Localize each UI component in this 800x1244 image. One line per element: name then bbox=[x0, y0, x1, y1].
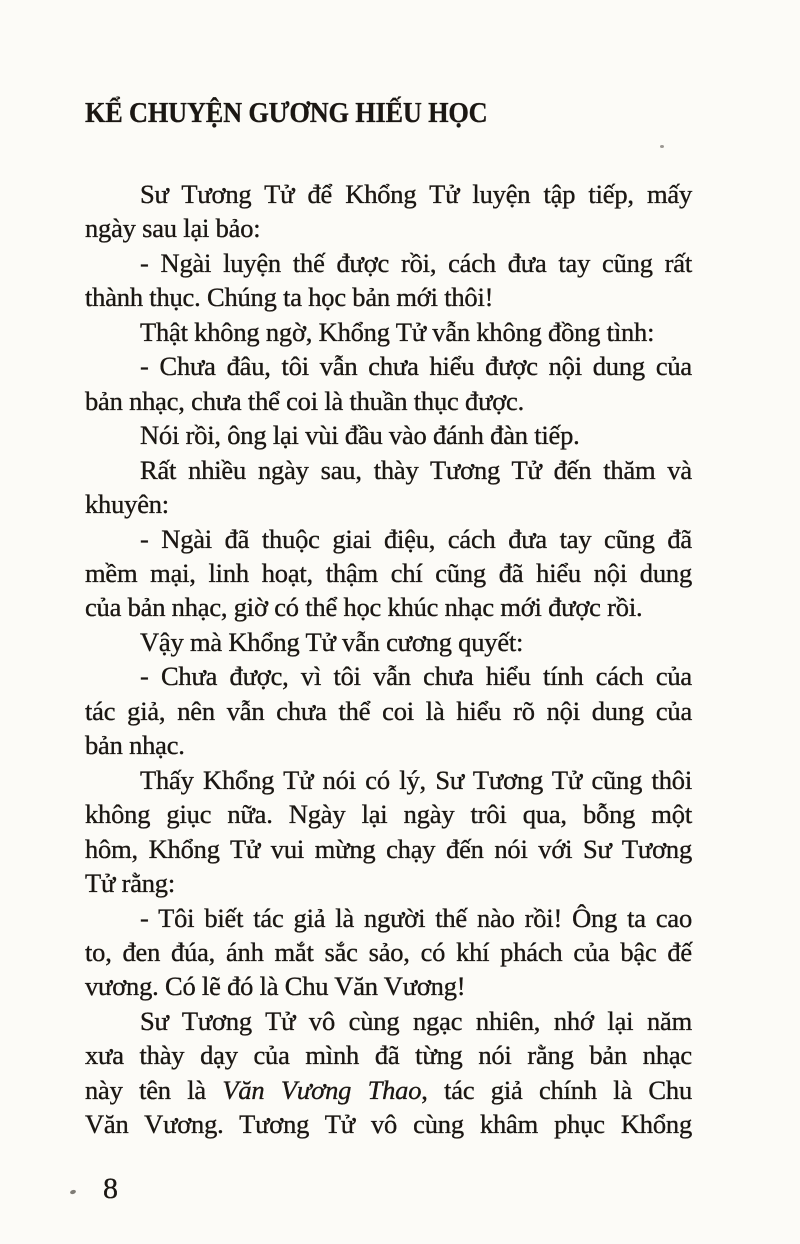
body-text-segment: không giục nữa. Ngày lại ngày trôi qua, bỗng một bbox=[85, 799, 692, 830]
body-text-segment: Rất nhiều ngày sau, thày Tương Tử đến thăm và bbox=[140, 454, 692, 485]
body-text-segment: Nói rồi, ông lại vùi đầu vào đánh đàn tiếp. bbox=[140, 420, 580, 451]
body-text-segment: - Ngài luyện thế được rồi, cách đưa tay cũng rất bbox=[140, 247, 692, 278]
body-line bbox=[85, 797, 692, 831]
body-text-segment: thành thục. Chúng ta học bản mới thôi! bbox=[85, 282, 494, 313]
body-text-segment: Sư Tương Tử vô cùng ngạc nhiên, nhớ lại năm bbox=[140, 1005, 692, 1036]
body-line bbox=[85, 1004, 692, 1038]
body-text-segment: Tử rằng: bbox=[85, 868, 176, 899]
body-text-segment: - Ngài đã thuộc giai điệu, cách đưa tay cũng đã bbox=[140, 523, 692, 554]
body-line bbox=[85, 659, 692, 693]
body-text-segment: ngày sau lại bảo: bbox=[85, 213, 261, 244]
body-text-segment: - Chưa được, vì tôi vẫn chưa hiểu tính cách của bbox=[140, 661, 692, 692]
body-text-segment: Thấy Khổng Tử nói có lý, Sư Tương Tử cũng thôi bbox=[140, 764, 692, 795]
body-text-segment: vương. Có lẽ đó là Chu Văn Vương! bbox=[85, 971, 466, 1002]
ink-speck bbox=[69, 1189, 76, 1195]
body-text-segment: Thật không ngờ, Khổng Tử vẫn không đồng tình: bbox=[140, 316, 655, 347]
body-line bbox=[85, 1038, 692, 1072]
body-line bbox=[85, 969, 692, 1003]
body-line bbox=[85, 935, 692, 969]
work-title-italic: Văn Vương Thao bbox=[222, 1074, 422, 1105]
ink-speck bbox=[660, 145, 664, 148]
body-text-segment: bản nhạc, chưa thể coi là thuần thục được. bbox=[85, 385, 525, 416]
body-text-segment: khuyên: bbox=[85, 489, 169, 520]
body-text-segment: to, đen đúa, ánh mắt sắc sảo, có khí phách của bậc đế bbox=[85, 936, 692, 967]
body-line bbox=[85, 487, 692, 521]
body-line bbox=[85, 694, 692, 728]
body-line bbox=[85, 901, 692, 935]
body-text-segment: Sư Tương Tử để Khổng Tử luyện tập tiếp, mấy bbox=[140, 179, 692, 209]
body-line bbox=[85, 1107, 692, 1141]
body-line bbox=[85, 315, 692, 349]
body-line bbox=[85, 522, 692, 556]
body-text-segment: - Chưa đâu, tôi vẫn chưa hiểu được nội dung của bbox=[140, 351, 692, 382]
body-text-segment: xưa thày dạy của mình đã từng nói rằng bản nhạc bbox=[85, 1040, 692, 1071]
body-line bbox=[85, 556, 692, 590]
body-line bbox=[85, 728, 692, 762]
body-line bbox=[85, 349, 692, 383]
body-text-segment: của bản nhạc, giờ có thể học khúc nhạc mới được rồi. bbox=[85, 592, 643, 623]
body-line bbox=[85, 763, 692, 797]
body-line bbox=[85, 625, 692, 659]
body-text-segment: hôm, Khổng Tử vui mừng chạy đến nói với Sư Tương bbox=[85, 833, 692, 864]
body-line bbox=[85, 211, 692, 245]
body-text-segment: tác giả, nên vẫn chưa thể coi là hiểu rõ nội dung của bbox=[85, 695, 692, 726]
body-line bbox=[85, 1073, 692, 1107]
body-text-segment: Vậy mà Khổng Tử vẫn cương quyết: bbox=[140, 626, 524, 657]
body-text bbox=[85, 177, 692, 1142]
body-text-segment: Văn Vương. Tương Tử vô cùng khâm phục Khổng bbox=[85, 1109, 692, 1140]
body-text-segment: này tên là bbox=[85, 1074, 223, 1105]
body-text-segment: , tác giả chính là Chu bbox=[421, 1074, 692, 1105]
body-text-segment: bản nhạc. bbox=[85, 730, 185, 761]
running-header: KỂ CHUYỆN GƯƠNG HIẾU HỌC bbox=[85, 98, 488, 129]
page-number: 8 bbox=[103, 1172, 118, 1205]
body-line bbox=[85, 280, 692, 314]
body-line bbox=[85, 418, 692, 452]
body-line bbox=[85, 384, 692, 418]
body-line bbox=[85, 832, 692, 866]
body-line bbox=[85, 177, 692, 211]
body-line bbox=[85, 246, 692, 280]
body-text-segment: mềm mại, linh hoạt, thậm chí cũng đã hiểu nội dung bbox=[85, 557, 692, 588]
body-line bbox=[85, 453, 692, 487]
body-line bbox=[85, 590, 692, 624]
body-text-segment: - Tôi biết tác giả là người thế nào rồi! Ông ta cao bbox=[140, 902, 692, 933]
body-line bbox=[85, 866, 692, 900]
